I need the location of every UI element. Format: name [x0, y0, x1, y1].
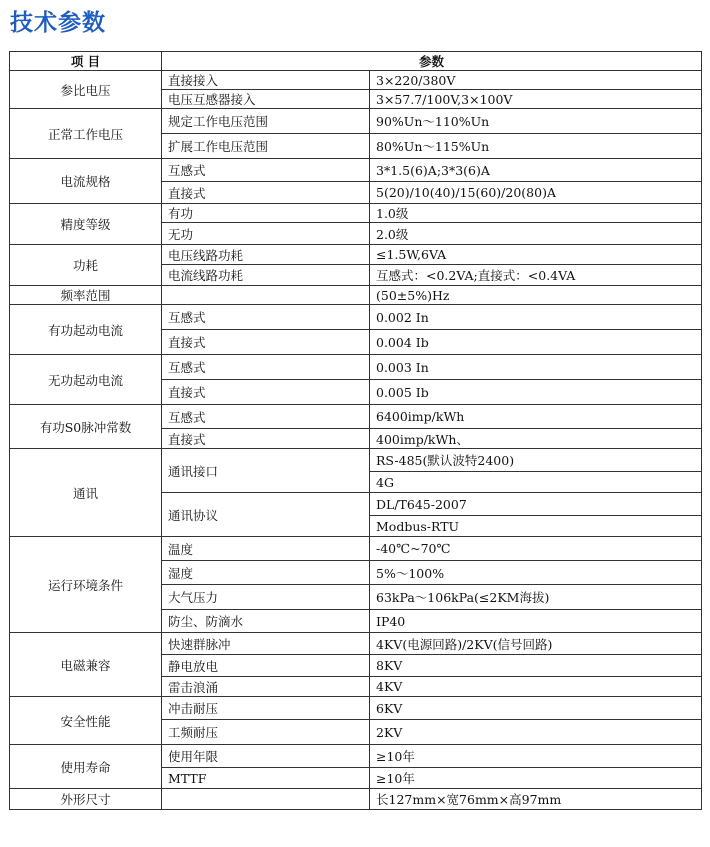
param-value: 0.002 In: [370, 305, 702, 330]
table-row: [10, 355, 702, 380]
param-value: 4KV(电源回路)/2KV(信号回路): [370, 633, 702, 655]
param-value: 6KV: [370, 697, 702, 720]
table-row: [10, 71, 702, 90]
param-value: 互感式：<0.2VA;直接式：<0.4VA: [370, 265, 702, 286]
sub-item: MTTF: [162, 768, 370, 789]
sub-item: 使用年限: [162, 745, 370, 768]
table-row: [10, 245, 702, 265]
sub-item: 直接式: [162, 380, 370, 405]
param-value: DL/T645-2007: [370, 493, 702, 516]
param-value: 3×57.7/100V,3×100V: [370, 90, 702, 109]
table-row: [10, 449, 702, 472]
header-item: 项 目: [10, 52, 162, 71]
param-value: -40℃~70℃: [370, 537, 702, 561]
sub-item: 电流线路功耗: [162, 265, 370, 286]
param-value: 长127mm×宽76mm×高97mm: [370, 789, 702, 810]
sub-item: 通讯协议: [162, 493, 370, 537]
item-name: 有功起动电流: [10, 305, 162, 355]
param-value: 3*1.5(6)A;3*3(6)A: [370, 159, 702, 182]
item-name: 功耗: [10, 245, 162, 286]
table-row: [10, 537, 702, 561]
sub-item: 湿度: [162, 561, 370, 585]
sub-item: 冲击耐压: [162, 697, 370, 720]
table-row: [10, 789, 702, 810]
spec-table: [9, 51, 702, 810]
spec-table-body: [10, 71, 702, 810]
sub-item: 温度: [162, 537, 370, 561]
param-value: 1.0级: [370, 204, 702, 223]
item-name: 运行环境条件: [10, 537, 162, 633]
sub-item: 直接式: [162, 182, 370, 204]
item-name: 频率范围: [10, 286, 162, 305]
sub-item: [162, 789, 370, 810]
param-value: 5(20)/10(40)/15(60)/20(80)A: [370, 182, 702, 204]
item-name: 外形尺寸: [10, 789, 162, 810]
param-value: 2.0级: [370, 223, 702, 245]
table-header-row: [10, 52, 702, 71]
table-row: [10, 159, 702, 182]
item-name: 正常工作电压: [10, 109, 162, 159]
sub-item: 大气压力: [162, 585, 370, 610]
table-row: [10, 109, 702, 134]
param-value: 5%～100%: [370, 561, 702, 585]
param-value: 4KV: [370, 677, 702, 697]
item-name: 使用寿命: [10, 745, 162, 789]
sub-item: 互感式: [162, 305, 370, 330]
sub-item: 电压互感器接入: [162, 90, 370, 109]
sub-item: 通讯接口: [162, 449, 370, 493]
param-value: Modbus-RTU: [370, 516, 702, 537]
sub-item: 直接接入: [162, 71, 370, 90]
param-value: 0.004 Ib: [370, 330, 702, 355]
sub-item: 互感式: [162, 405, 370, 429]
sub-item: [162, 286, 370, 305]
sub-item: 无功: [162, 223, 370, 245]
sub-item: 有功: [162, 204, 370, 223]
param-value: 63kPa～106kPa(≤2KM海拔): [370, 585, 702, 610]
param-value: 90%Un～110%Un: [370, 109, 702, 134]
param-value: 6400imp/kWh: [370, 405, 702, 429]
sub-item: 电压线路功耗: [162, 245, 370, 265]
sub-item: 直接式: [162, 330, 370, 355]
table-row: [10, 697, 702, 720]
item-name: 无功起动电流: [10, 355, 162, 405]
item-name: 电流规格: [10, 159, 162, 204]
sub-item: 快速群脉冲: [162, 633, 370, 655]
table-row: [10, 405, 702, 429]
param-value: 4G: [370, 472, 702, 493]
param-value: ≥10年: [370, 768, 702, 789]
param-value: RS-485(默认波特2400): [370, 449, 702, 472]
item-name: 通讯: [10, 449, 162, 537]
table-row: [10, 745, 702, 768]
page-title: 技术参数: [10, 10, 106, 36]
item-name: 安全性能: [10, 697, 162, 745]
table-row: [10, 204, 702, 223]
param-value: 8KV: [370, 655, 702, 677]
sub-item: 直接式: [162, 429, 370, 449]
sub-item: 扩展工作电压范围: [162, 134, 370, 159]
param-value: ≥10年: [370, 745, 702, 768]
param-value: 80%Un～115%Un: [370, 134, 702, 159]
param-value: 3×220/380V: [370, 71, 702, 90]
item-name: 参比电压: [10, 71, 162, 109]
item-name: 精度等级: [10, 204, 162, 245]
sub-item: 雷击浪涌: [162, 677, 370, 697]
sub-item: 互感式: [162, 159, 370, 182]
param-value: (50±5%)Hz: [370, 286, 702, 305]
param-value: IP40: [370, 610, 702, 633]
param-value: 0.003 In: [370, 355, 702, 380]
param-value: 2KV: [370, 720, 702, 745]
table-row: [10, 633, 702, 655]
table-row: [10, 286, 702, 305]
sub-item: 规定工作电压范围: [162, 109, 370, 134]
header-param: 参数: [162, 52, 702, 71]
sub-item: 静电放电: [162, 655, 370, 677]
item-name: 电磁兼容: [10, 633, 162, 697]
sub-item: 防尘、防滴水: [162, 610, 370, 633]
table-row: [10, 305, 702, 330]
sub-item: 互感式: [162, 355, 370, 380]
param-value: 400imp/kWh、: [370, 429, 702, 449]
sub-item: 工频耐压: [162, 720, 370, 745]
param-value: ≤1.5W,6VA: [370, 245, 702, 265]
item-name: 有功S0脉冲常数: [10, 405, 162, 449]
param-value: 0.005 Ib: [370, 380, 702, 405]
